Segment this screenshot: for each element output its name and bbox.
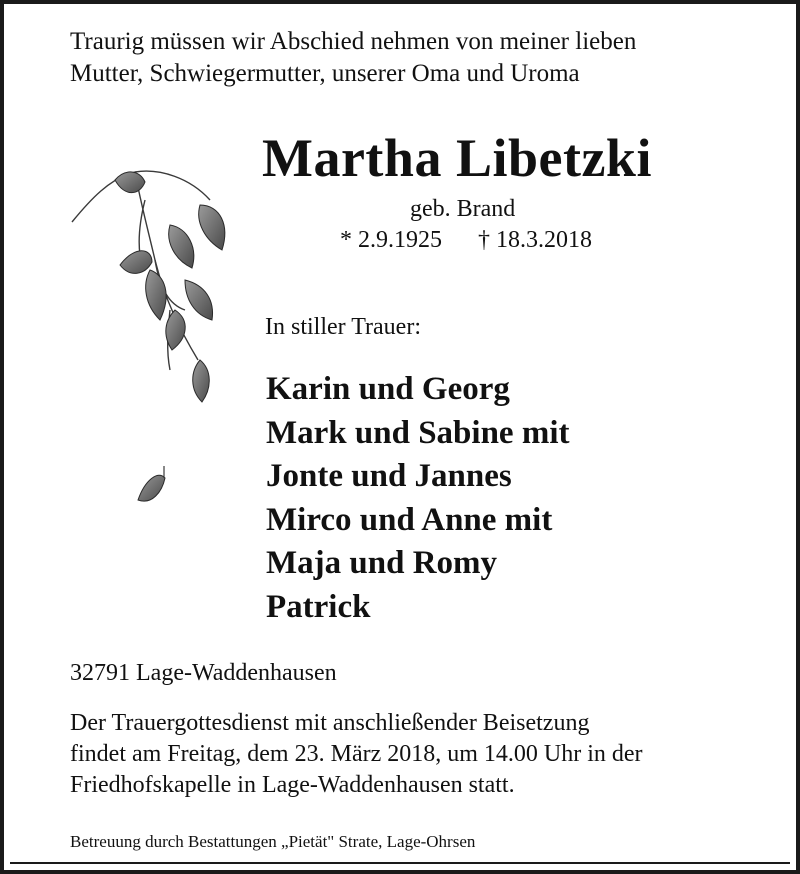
- family-line: Karin und Georg: [266, 371, 510, 407]
- intro-text: [70, 26, 770, 90]
- family-list: [266, 368, 569, 629]
- life-dates: [340, 226, 592, 254]
- service-line: Friedhofskapelle in Lage-Waddenhausen statt.: [70, 772, 515, 798]
- bottom-rule: [10, 862, 790, 864]
- service-info: [70, 708, 780, 801]
- birch-branch-icon: [60, 160, 250, 540]
- intro-line: Traurig müssen wir Abschied nehmen von meiner lieben: [70, 28, 637, 55]
- family-line: Maja und Romy: [266, 545, 498, 581]
- funeral-home: Betreuung durch Bestattungen „Pietät" Strate, Lage-Ohrsen: [70, 832, 476, 851]
- birth-date: * 2.9.1925: [340, 227, 442, 253]
- mourning-label: In stiller Trauer:: [265, 314, 421, 340]
- service-line: findet am Freitag, dem 23. März 2018, um 14.00 Uhr in der: [70, 741, 643, 767]
- family-line: Mark und Sabine mit: [266, 414, 570, 451]
- service-line: Der Trauergottesdienst mit anschließender Beisetzung: [70, 710, 590, 736]
- family-line: Patrick: [266, 588, 371, 625]
- deceased-name: Martha Libetzki: [262, 128, 652, 188]
- family-line: Jonte und Jannes: [266, 458, 512, 494]
- intro-line: Mutter, Schwiegermutter, unserer Oma und Uroma: [70, 60, 580, 87]
- family-line: Mirco und Anne mit: [266, 501, 553, 538]
- death-date: † 18.3.2018: [478, 227, 592, 253]
- maiden-name: geb. Brand: [410, 196, 516, 222]
- address: 32791 Lage-Waddenhausen: [70, 660, 337, 686]
